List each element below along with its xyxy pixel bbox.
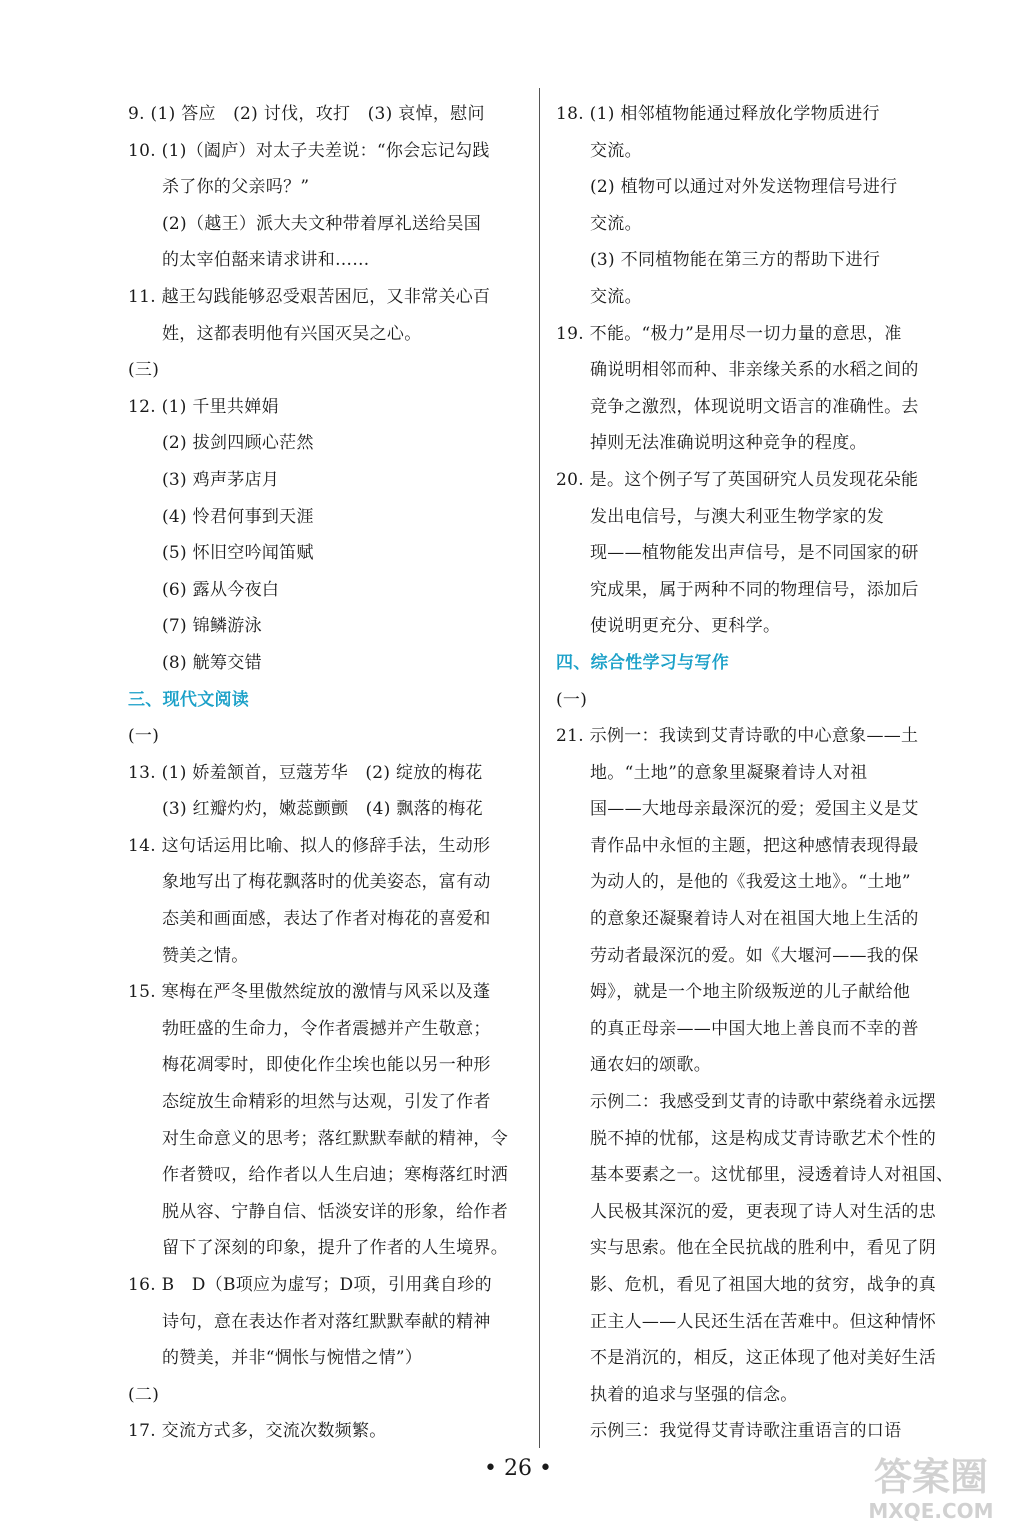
text-line: 交流。	[590, 286, 642, 307]
text-line: 影、危机，看见了祖国大地的贫穷，战争的真	[590, 1275, 936, 1295]
text-line: 脱从容、宁静自信、恬淡安详的形象，给作者	[162, 1201, 508, 1222]
text-line: 留下了深刻的印象，提升了作者的人生境界。	[162, 1238, 508, 1259]
text-line: 作者赞叹，给作者以人生启迪；寒梅落红时洒	[162, 1165, 508, 1186]
subsection-label: (三)	[128, 360, 160, 381]
text-line: 不是消沉的，相反，这正体现了他对美好生活	[590, 1348, 936, 1369]
text-line: 确说明相邻而种、非亲缘关系的水稻之间的	[590, 360, 919, 381]
text-line: (6) 露从今夜白	[162, 579, 280, 600]
text-line: 人民极其深沉的爱，更表现了诗人对生活的忠	[590, 1201, 936, 1222]
text-line: 象地写出了梅花飘落时的优美姿态，富有动	[162, 872, 491, 893]
text-line: 究成果，属于两种不同的物理信号，添加后	[590, 579, 919, 600]
text-line: 19. 不能。“极力”是用尽一切力量的意思，准	[556, 323, 902, 344]
text-line: 地。“土地”的意象里凝聚着诗人对祖	[590, 762, 868, 783]
left-column	[128, 96, 524, 1450]
text-line: 赞美之情。	[162, 945, 249, 966]
watermark-text: 答案圈	[873, 1455, 989, 1499]
subsection-label: (二)	[128, 1384, 160, 1405]
text-line: 的赞美，并非“惆怅与惋惜之情”）	[162, 1348, 423, 1369]
subsection-label: (一)	[128, 726, 160, 747]
text-line: 12. (1) 千里共婵娟	[128, 396, 279, 417]
text-line: 杀了你的父亲吗？”	[162, 177, 310, 198]
text-line: 17. 交流方式多，交流次数频繁。	[128, 1421, 387, 1442]
text-line: 18. (1) 相邻植物能通过释放化学物质进行	[556, 104, 880, 124]
text-line: 态绽放生命精彩的坦然与达观，引发了作者	[162, 1092, 491, 1113]
text-line: 现——植物能发出声信号，是不同国家的研	[590, 543, 919, 564]
text-line: 劳动者最深沉的爱。如《大堰河——我的保	[590, 945, 919, 966]
text-line: 青作品中永恒的主题，把这种感情表现得最	[590, 835, 919, 856]
text-line: (7) 锦鳞游泳	[162, 616, 262, 637]
text-line: 10. (1)（阖庐）对太子夫差说：“你会忘记勾践	[128, 140, 490, 161]
text-line: (3) 红瓣灼灼，嫩蕊颤颤 (4) 飘落的梅花	[162, 799, 483, 820]
text-line: (4) 怜君何事到天涯	[162, 506, 314, 527]
text-line: (3) 不同植物能在第三方的帮助下进行	[590, 250, 881, 271]
text-line: 对生命意义的思考；落红默默奉献的精神，令	[162, 1128, 508, 1149]
text-line: 示例三：我觉得艾青诗歌注重语言的口语	[590, 1421, 902, 1442]
section-heading: 四、综合性学习与写作	[556, 652, 729, 673]
text-line: 通农妇的颂歌。	[590, 1055, 712, 1076]
text-line: 21. 示例一：我读到艾青诗歌的中心意象——土	[556, 726, 919, 747]
text-line: 发出电信号，与澳大利亚生物学家的发	[590, 506, 885, 527]
text-line: 交流。	[590, 140, 642, 161]
text-line: 20. 是。这个例子写了英国研究人员发现花朵能	[556, 469, 919, 490]
watermark-logo	[836, 1446, 1026, 1526]
text-line: 的真正母亲——中国大地上善良而不幸的普	[590, 1018, 919, 1039]
text-line: 勃旺盛的生命力，令作者震撼并产生敬意；	[162, 1018, 491, 1039]
text-line: 诗句，意在表达作者对落红默默奉献的精神	[162, 1311, 491, 1332]
watermark-subtext: MXQE.COM	[868, 1499, 994, 1523]
text-line: (5) 怀旧空吟闻笛赋	[162, 543, 314, 564]
text-line: 基本要素之一。这忧郁里，浸透着诗人对祖国、	[590, 1165, 954, 1186]
text-line: 11. 越王勾践能够忍受艰苦困厄，又非常关心百	[128, 286, 491, 307]
text-line: 梅花凋零时，即使化作尘埃也能以另一种形	[162, 1055, 491, 1076]
text-line: 为动人的，是他的《我爱这土地》。“土地”	[590, 872, 911, 893]
text-line: 交流。	[590, 213, 642, 234]
text-line: (2)（越王）派大夫文种带着厚礼送给吴国	[162, 213, 482, 234]
text-line: 脱不掉的忧郁，这是构成艾青诗歌艺术个性的	[590, 1128, 936, 1149]
text-line: 14. 这句话运用比喻、拟人的修辞手法，生动形	[128, 835, 491, 856]
text-line: 竞争之激烈，体现说明文语言的准确性。去	[590, 396, 919, 417]
text-line: 的太宰伯嚭来请求讲和……	[162, 250, 370, 271]
text-line: 实与思索。他在全民抗战的胜利中，看见了阴	[590, 1238, 936, 1259]
text-line: 姓，这都表明他有兴国灭吴之心。	[162, 323, 422, 344]
text-line: 态美和画面感，表达了作者对梅花的喜爱和	[162, 909, 491, 930]
text-line: 正主人——人民还生活在苦难中。但这种情怀	[590, 1311, 936, 1332]
text-line: (2) 植物可以通过对外发送物理信号进行	[590, 177, 898, 198]
text-line: 使说明更充分、更科学。	[590, 616, 781, 637]
text-line: 15. 寒梅在严冬里傲然绽放的激情与风采以及蓬	[128, 982, 491, 1003]
page-number: • 26 •	[484, 1456, 552, 1481]
text-line: 13. (1) 娇羞颔首，豆蔻芳华 (2) 绽放的梅花	[128, 762, 483, 783]
text-line: (2) 拔剑四顾心茫然	[162, 433, 314, 454]
text-line: 示例二：我感受到艾青的诗歌中萦绕着永远摆	[590, 1092, 936, 1113]
subsection-label: (一)	[556, 689, 588, 710]
text-line: 国——大地母亲最深沉的爱；爱国主义是艾	[590, 799, 919, 820]
text-line: (3) 鸡声茅店月	[162, 469, 280, 490]
text-line: 16. B D（B项应为虚写；D项，引用龚自珍的	[128, 1275, 492, 1295]
column-divider	[539, 88, 540, 1448]
text-line: 9. (1) 答应 (2) 讨伐，攻打 (3) 哀悼，慰问	[128, 104, 485, 124]
right-column	[556, 96, 954, 1450]
section-heading: 三、现代文阅读	[128, 689, 250, 710]
text-line: 执着的追求与坚强的信念。	[590, 1384, 798, 1405]
text-line: 的意象还凝聚着诗人对在祖国大地上生活的	[590, 909, 919, 930]
text-line: 姆》，就是一个地主阶级叛逆的儿子献给他	[590, 982, 911, 1003]
text-line: 掉则无法准确说明这种竞争的程度。	[590, 433, 867, 454]
text-line: (8) 觥筹交错	[162, 652, 262, 673]
